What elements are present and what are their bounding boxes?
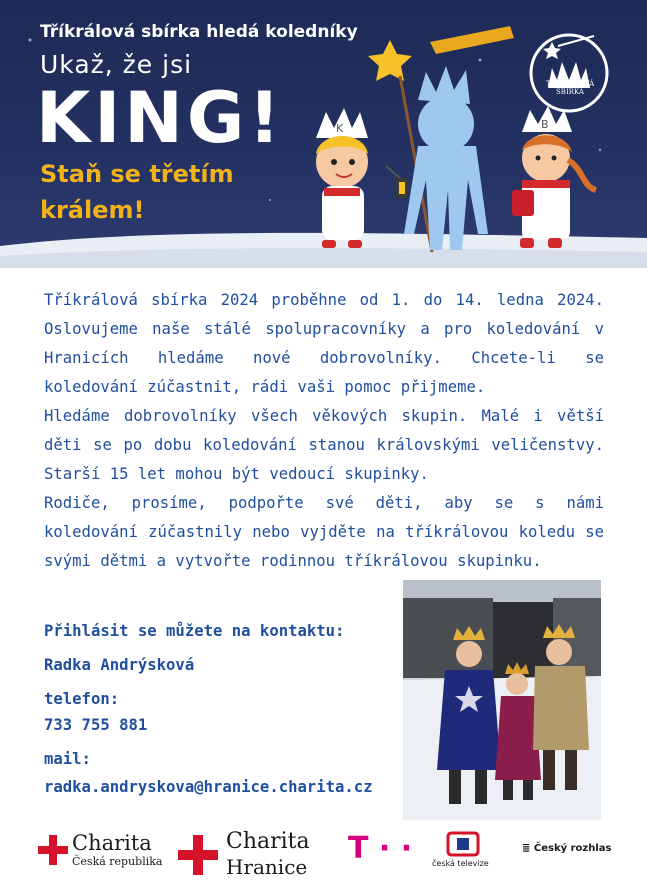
banner-title: Tříkrálová sbírka hledá koledníky — [40, 22, 358, 42]
contact-phone[interactable]: 733 755 881 — [44, 716, 148, 734]
telekom-logo-icon: T · · — [348, 831, 413, 866]
banner-slogan-line2: Staň se třetím — [40, 160, 234, 188]
contact-email-link[interactable]: radka.andryskova@hranice.charita.cz — [44, 778, 373, 796]
donation-box-icon — [512, 190, 534, 216]
rozhlas-text: Český rozhlas — [533, 843, 612, 854]
banner-slogan-line3: králem! — [40, 196, 145, 224]
rozhlas-icon: ≣ — [522, 843, 534, 854]
cesky-rozhlas-label — [522, 843, 611, 854]
charita-hranice-name: Charita — [226, 829, 310, 854]
charita-cr-subtitle: Česká republika — [72, 855, 163, 868]
trikralova-sbirka-seal-icon — [524, 28, 614, 118]
charita-cr-name: Charita — [72, 831, 152, 855]
charita-hranice-subtitle: Hranice — [226, 855, 308, 879]
contact-mail-label: mail: — [44, 750, 91, 768]
contact-heading: Přihlásit se můžete na kontaktu: — [44, 622, 345, 640]
child-king-right — [512, 106, 596, 248]
ceska-televize-icon — [446, 831, 480, 857]
partner-logos — [0, 825, 647, 892]
banner-slogan-line1: Ukaž, že jsi — [40, 50, 193, 79]
contact-phone-label: telefon: — [44, 690, 120, 708]
paragraph-volunteers: Hledáme dobrovolníky všech věkových skupin. Malé i větší děti se po dobu koledování stanou královskými veličenstvy. Starší 15 let mohou být vedoucí skupinky. — [44, 407, 604, 483]
header-banner — [0, 0, 647, 268]
paragraph-parents: Rodiče, prosíme, podpořte své děti, aby se s námi koledování zúčastnily nebo vyjděte na tříkrálovou koledu se svými dětmi a vytvořte rodinnou tříkrálovou skupinku. — [44, 494, 604, 570]
kings-photo — [403, 580, 601, 820]
svg-text:K: K — [336, 122, 344, 135]
child-king-left — [316, 108, 368, 248]
paragraph-intro: Tříkrálová sbírka 2024 proběhne od 1. do 14. ledna 2024. Oslovujeme naše stálé spolupracovníky a pro koledování v Hranicích hledáme nové dobrovolníky. Chcete-li se koledování zúčastnit, rádi vaši pomoc přijmeme. — [44, 291, 604, 396]
silhouette-king — [404, 66, 488, 250]
banner-king-headline: KING! — [36, 77, 285, 159]
seal-label: TŘÍKRÁLOVÁ SBÍRKA — [546, 80, 595, 96]
ceska-televize-label: česká televize — [432, 859, 489, 868]
svg-text:B: B — [541, 118, 549, 131]
contact-name: Radka Andrýsková — [44, 656, 195, 674]
lantern-icon — [386, 166, 408, 198]
charita-cross-icon — [38, 835, 68, 865]
star-icon — [368, 40, 412, 81]
charita-hranice-cross-icon — [178, 835, 218, 875]
